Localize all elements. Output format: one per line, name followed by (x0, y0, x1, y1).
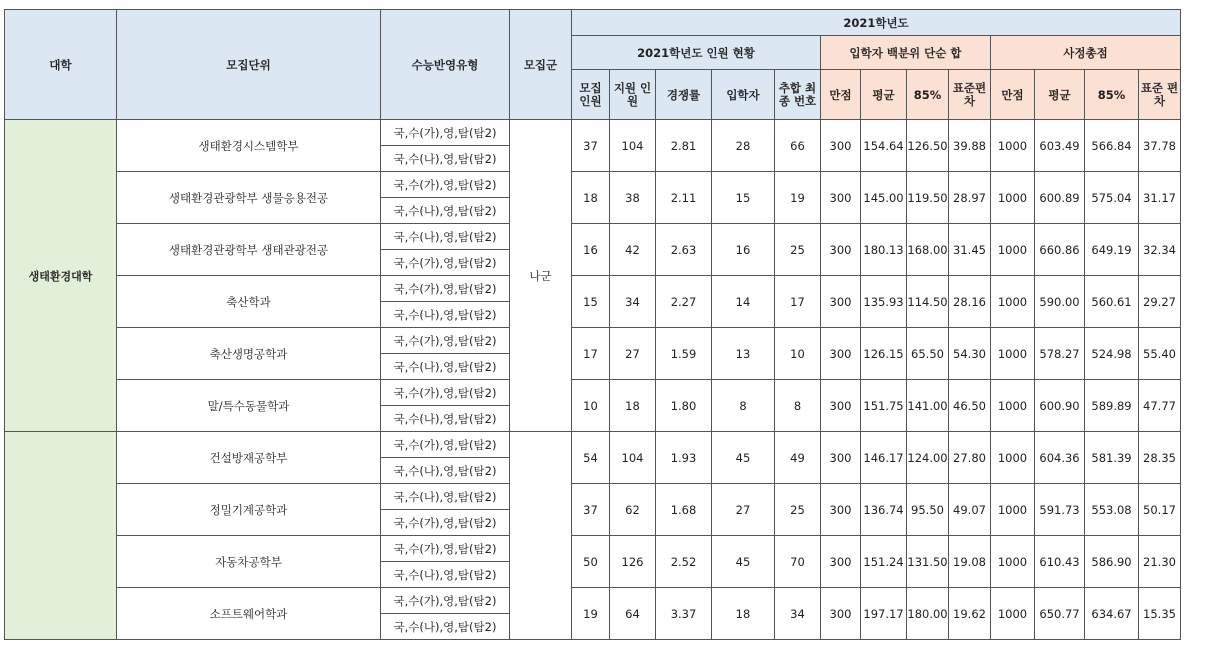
unit-name: 말/특수동물학과 (117, 380, 381, 432)
college-name (5, 432, 117, 640)
cell-quota: 18 (572, 172, 610, 224)
table-row (5, 328, 1181, 354)
header-ratio: 경쟁률 (656, 70, 712, 120)
cell-p85: 180.00 (907, 588, 949, 640)
cell-std2: 32.34 (1139, 224, 1181, 276)
cell-full: 300 (821, 588, 861, 640)
reflect-type: 국,수(가),영,탐(탐2) (381, 276, 510, 302)
cell-full2: 1000 (991, 380, 1035, 432)
cell-p852: 649.19 (1085, 224, 1139, 276)
cell-quota: 16 (572, 224, 610, 276)
cell-std2: 50.17 (1139, 484, 1181, 536)
header-type: 수능반영유형 (381, 10, 510, 120)
reflect-type: 국,수(가),영,탐(탐2) (381, 328, 510, 354)
cell-std: 28.97 (949, 172, 991, 224)
header-enrolled: 입학자 (712, 70, 775, 120)
cell-final: 25 (775, 484, 821, 536)
cell-avg2: 600.89 (1035, 172, 1085, 224)
cell-std: 27.80 (949, 432, 991, 484)
cell-ratio: 2.81 (656, 120, 712, 172)
cell-full2: 1000 (991, 536, 1035, 588)
cell-final: 34 (775, 588, 821, 640)
reflect-type: 국,수(나),영,탐(탐2) (381, 562, 510, 588)
cell-p852: 575.04 (1085, 172, 1139, 224)
cell-enrolled: 45 (712, 536, 775, 588)
cell-p85: 65.50 (907, 328, 949, 380)
unit-name: 정밀기계공학과 (117, 484, 381, 536)
cell-p85: 131.50 (907, 536, 949, 588)
cell-avg: 146.17 (861, 432, 907, 484)
table-row (5, 172, 1181, 198)
reflect-type: 국,수(나),영,탐(탐2) (381, 406, 510, 432)
header-full: 만점 (821, 70, 861, 120)
cell-quota: 54 (572, 432, 610, 484)
header-group: 모집군 (510, 10, 572, 120)
cell-p852: 553.08 (1085, 484, 1139, 536)
cell-avg2: 578.27 (1035, 328, 1085, 380)
cell-avg: 135.93 (861, 276, 907, 328)
cell-avg2: 604.36 (1035, 432, 1085, 484)
cell-applicants: 18 (610, 380, 656, 432)
cell-full2: 1000 (991, 328, 1035, 380)
cell-avg: 136.74 (861, 484, 907, 536)
unit-name: 건설방재공학부 (117, 432, 381, 484)
table-row (5, 120, 1181, 146)
cell-full2: 1000 (991, 432, 1035, 484)
header-std: 표준편차 (949, 70, 991, 120)
cell-final: 49 (775, 432, 821, 484)
cell-p85: 95.50 (907, 484, 949, 536)
unit-name: 생태환경관광학부 생태관광전공 (117, 224, 381, 276)
cell-enrolled: 15 (712, 172, 775, 224)
unit-name: 축산학과 (117, 276, 381, 328)
cell-avg2: 610.43 (1035, 536, 1085, 588)
cell-avg: 197.17 (861, 588, 907, 640)
cell-full: 300 (821, 484, 861, 536)
cell-final: 66 (775, 120, 821, 172)
cell-avg2: 600.90 (1035, 380, 1085, 432)
cell-ratio: 2.63 (656, 224, 712, 276)
cell-p85: 119.50 (907, 172, 949, 224)
cell-enrolled: 16 (712, 224, 775, 276)
header-full2: 만점 (991, 70, 1035, 120)
cell-full: 300 (821, 328, 861, 380)
header-std2: 표준 편차 (1139, 70, 1181, 120)
reflect-type: 국,수(가),영,탐(탐2) (381, 172, 510, 198)
cell-quota: 37 (572, 120, 610, 172)
table-row (5, 432, 1181, 458)
cell-std2: 29.27 (1139, 276, 1181, 328)
cell-full: 300 (821, 380, 861, 432)
cell-applicants: 42 (610, 224, 656, 276)
cell-std2: 31.17 (1139, 172, 1181, 224)
cell-full2: 1000 (991, 276, 1035, 328)
reflect-type: 국,수(나),영,탐(탐2) (381, 224, 510, 250)
cell-std: 46.50 (949, 380, 991, 432)
reflect-type: 국,수(가),영,탐(탐2) (381, 120, 510, 146)
cell-std2: 37.78 (1139, 120, 1181, 172)
cell-full2: 1000 (991, 120, 1035, 172)
cell-ratio: 2.11 (656, 172, 712, 224)
table-row (5, 224, 1181, 250)
table-row (5, 380, 1181, 406)
cell-avg: 145.00 (861, 172, 907, 224)
cell-std2: 47.77 (1139, 380, 1181, 432)
cell-enrolled: 28 (712, 120, 775, 172)
college-name: 생태환경대학 (5, 120, 117, 432)
cell-final: 19 (775, 172, 821, 224)
cell-p852: 589.89 (1085, 380, 1139, 432)
reflect-type: 국,수(나),영,탐(탐2) (381, 614, 510, 640)
cell-quota: 50 (572, 536, 610, 588)
cell-avg: 154.64 (861, 120, 907, 172)
cell-applicants: 104 (610, 432, 656, 484)
cell-applicants: 34 (610, 276, 656, 328)
header-applicants: 지원 인원 (610, 70, 656, 120)
table-row (5, 484, 1181, 510)
unit-name: 생태환경관광학부 생물응용전공 (117, 172, 381, 224)
reflect-type: 국,수(나),영,탐(탐2) (381, 198, 510, 224)
reflect-type: 국,수(가),영,탐(탐2) (381, 380, 510, 406)
header-85: 85% (907, 70, 949, 120)
header-avg: 평균 (861, 70, 907, 120)
header-unit: 모집단위 (117, 10, 381, 120)
cell-enrolled: 14 (712, 276, 775, 328)
cell-applicants: 62 (610, 484, 656, 536)
cell-std: 19.62 (949, 588, 991, 640)
cell-p85: 124.00 (907, 432, 949, 484)
reflect-type: 국,수(가),영,탐(탐2) (381, 250, 510, 276)
cell-enrolled: 13 (712, 328, 775, 380)
cell-applicants: 27 (610, 328, 656, 380)
reflect-type: 국,수(나),영,탐(탐2) (381, 484, 510, 510)
reflect-type: 국,수(가),영,탐(탐2) (381, 432, 510, 458)
cell-std2: 55.40 (1139, 328, 1181, 380)
cell-avg2: 591.73 (1035, 484, 1085, 536)
reflect-type: 국,수(나),영,탐(탐2) (381, 146, 510, 172)
cell-avg2: 603.49 (1035, 120, 1085, 172)
reflect-type: 국,수(가),영,탐(탐2) (381, 510, 510, 536)
cell-quota: 17 (572, 328, 610, 380)
cell-std: 28.16 (949, 276, 991, 328)
reflect-type: 국,수(나),영,탐(탐2) (381, 302, 510, 328)
cell-avg: 126.15 (861, 328, 907, 380)
reflect-type: 국,수(가),영,탐(탐2) (381, 588, 510, 614)
cell-ratio: 1.68 (656, 484, 712, 536)
cell-full2: 1000 (991, 224, 1035, 276)
cell-ratio: 2.52 (656, 536, 712, 588)
cell-p852: 560.61 (1085, 276, 1139, 328)
cell-enrolled: 18 (712, 588, 775, 640)
cell-quota: 15 (572, 276, 610, 328)
cell-ratio: 2.27 (656, 276, 712, 328)
unit-name: 자동차공학부 (117, 536, 381, 588)
cell-std2: 21.30 (1139, 536, 1181, 588)
cell-ratio: 1.59 (656, 328, 712, 380)
cell-std: 54.30 (949, 328, 991, 380)
header-converted-group: 사정총점 (991, 36, 1181, 70)
cell-enrolled: 8 (712, 380, 775, 432)
cell-p85: 168.00 (907, 224, 949, 276)
cell-full: 300 (821, 172, 861, 224)
cell-full: 300 (821, 120, 861, 172)
cell-std: 31.45 (949, 224, 991, 276)
table-row (5, 276, 1181, 302)
cell-final: 10 (775, 328, 821, 380)
cell-quota: 10 (572, 380, 610, 432)
cell-p852: 524.98 (1085, 328, 1139, 380)
table-row (5, 536, 1181, 562)
table-row (5, 588, 1181, 614)
cell-full: 300 (821, 536, 861, 588)
cell-full2: 1000 (991, 484, 1035, 536)
cell-enrolled: 27 (712, 484, 775, 536)
cell-p85: 114.50 (907, 276, 949, 328)
cell-applicants: 126 (610, 536, 656, 588)
cell-p852: 586.90 (1085, 536, 1139, 588)
cell-avg2: 660.86 (1035, 224, 1085, 276)
reflect-type: 국,수(가),영,탐(탐2) (381, 536, 510, 562)
cell-full: 300 (821, 224, 861, 276)
cell-applicants: 38 (610, 172, 656, 224)
table-body (5, 120, 1181, 640)
admissions-table (4, 9, 1181, 640)
cell-p85: 141.00 (907, 380, 949, 432)
cell-enrolled: 45 (712, 432, 775, 484)
cell-final: 17 (775, 276, 821, 328)
header-852: 85% (1085, 70, 1139, 120)
header-year: 2021학년도 (572, 10, 1181, 36)
cell-applicants: 64 (610, 588, 656, 640)
cell-p852: 634.67 (1085, 588, 1139, 640)
cell-full2: 1000 (991, 172, 1035, 224)
cell-applicants: 104 (610, 120, 656, 172)
group-name (510, 432, 572, 640)
header-quota: 모집 인원 (572, 70, 610, 120)
header-univ: 대학 (5, 10, 117, 120)
cell-final: 8 (775, 380, 821, 432)
cell-std2: 15.35 (1139, 588, 1181, 640)
header-avg2: 평균 (1035, 70, 1085, 120)
cell-full: 300 (821, 276, 861, 328)
cell-ratio: 1.93 (656, 432, 712, 484)
cell-avg2: 590.00 (1035, 276, 1085, 328)
header-final: 추합 최종 번호 (775, 70, 821, 120)
group-name: 나군 (510, 120, 572, 432)
cell-ratio: 1.80 (656, 380, 712, 432)
unit-name: 소프트웨어학과 (117, 588, 381, 640)
reflect-type: 국,수(나),영,탐(탐2) (381, 458, 510, 484)
cell-p852: 566.84 (1085, 120, 1139, 172)
unit-name: 생태환경시스템학부 (117, 120, 381, 172)
cell-std2: 28.35 (1139, 432, 1181, 484)
cell-p852: 581.39 (1085, 432, 1139, 484)
cell-std: 39.88 (949, 120, 991, 172)
reflect-type: 국,수(나),영,탐(탐2) (381, 354, 510, 380)
cell-final: 25 (775, 224, 821, 276)
cell-p85: 126.50 (907, 120, 949, 172)
cell-final: 70 (775, 536, 821, 588)
cell-avg: 151.75 (861, 380, 907, 432)
cell-quota: 37 (572, 484, 610, 536)
cell-quota: 19 (572, 588, 610, 640)
cell-avg: 151.24 (861, 536, 907, 588)
cell-std: 49.07 (949, 484, 991, 536)
unit-name: 축산생명공학과 (117, 328, 381, 380)
cell-ratio: 3.37 (656, 588, 712, 640)
cell-avg: 180.13 (861, 224, 907, 276)
header-entrant-group: 입학자 백분위 단순 합 (821, 36, 991, 70)
cell-avg2: 650.77 (1035, 588, 1085, 640)
cell-full2: 1000 (991, 588, 1035, 640)
cell-std: 19.08 (949, 536, 991, 588)
cell-full: 300 (821, 432, 861, 484)
header-status-group: 2021학년도 인원 현황 (572, 36, 821, 70)
